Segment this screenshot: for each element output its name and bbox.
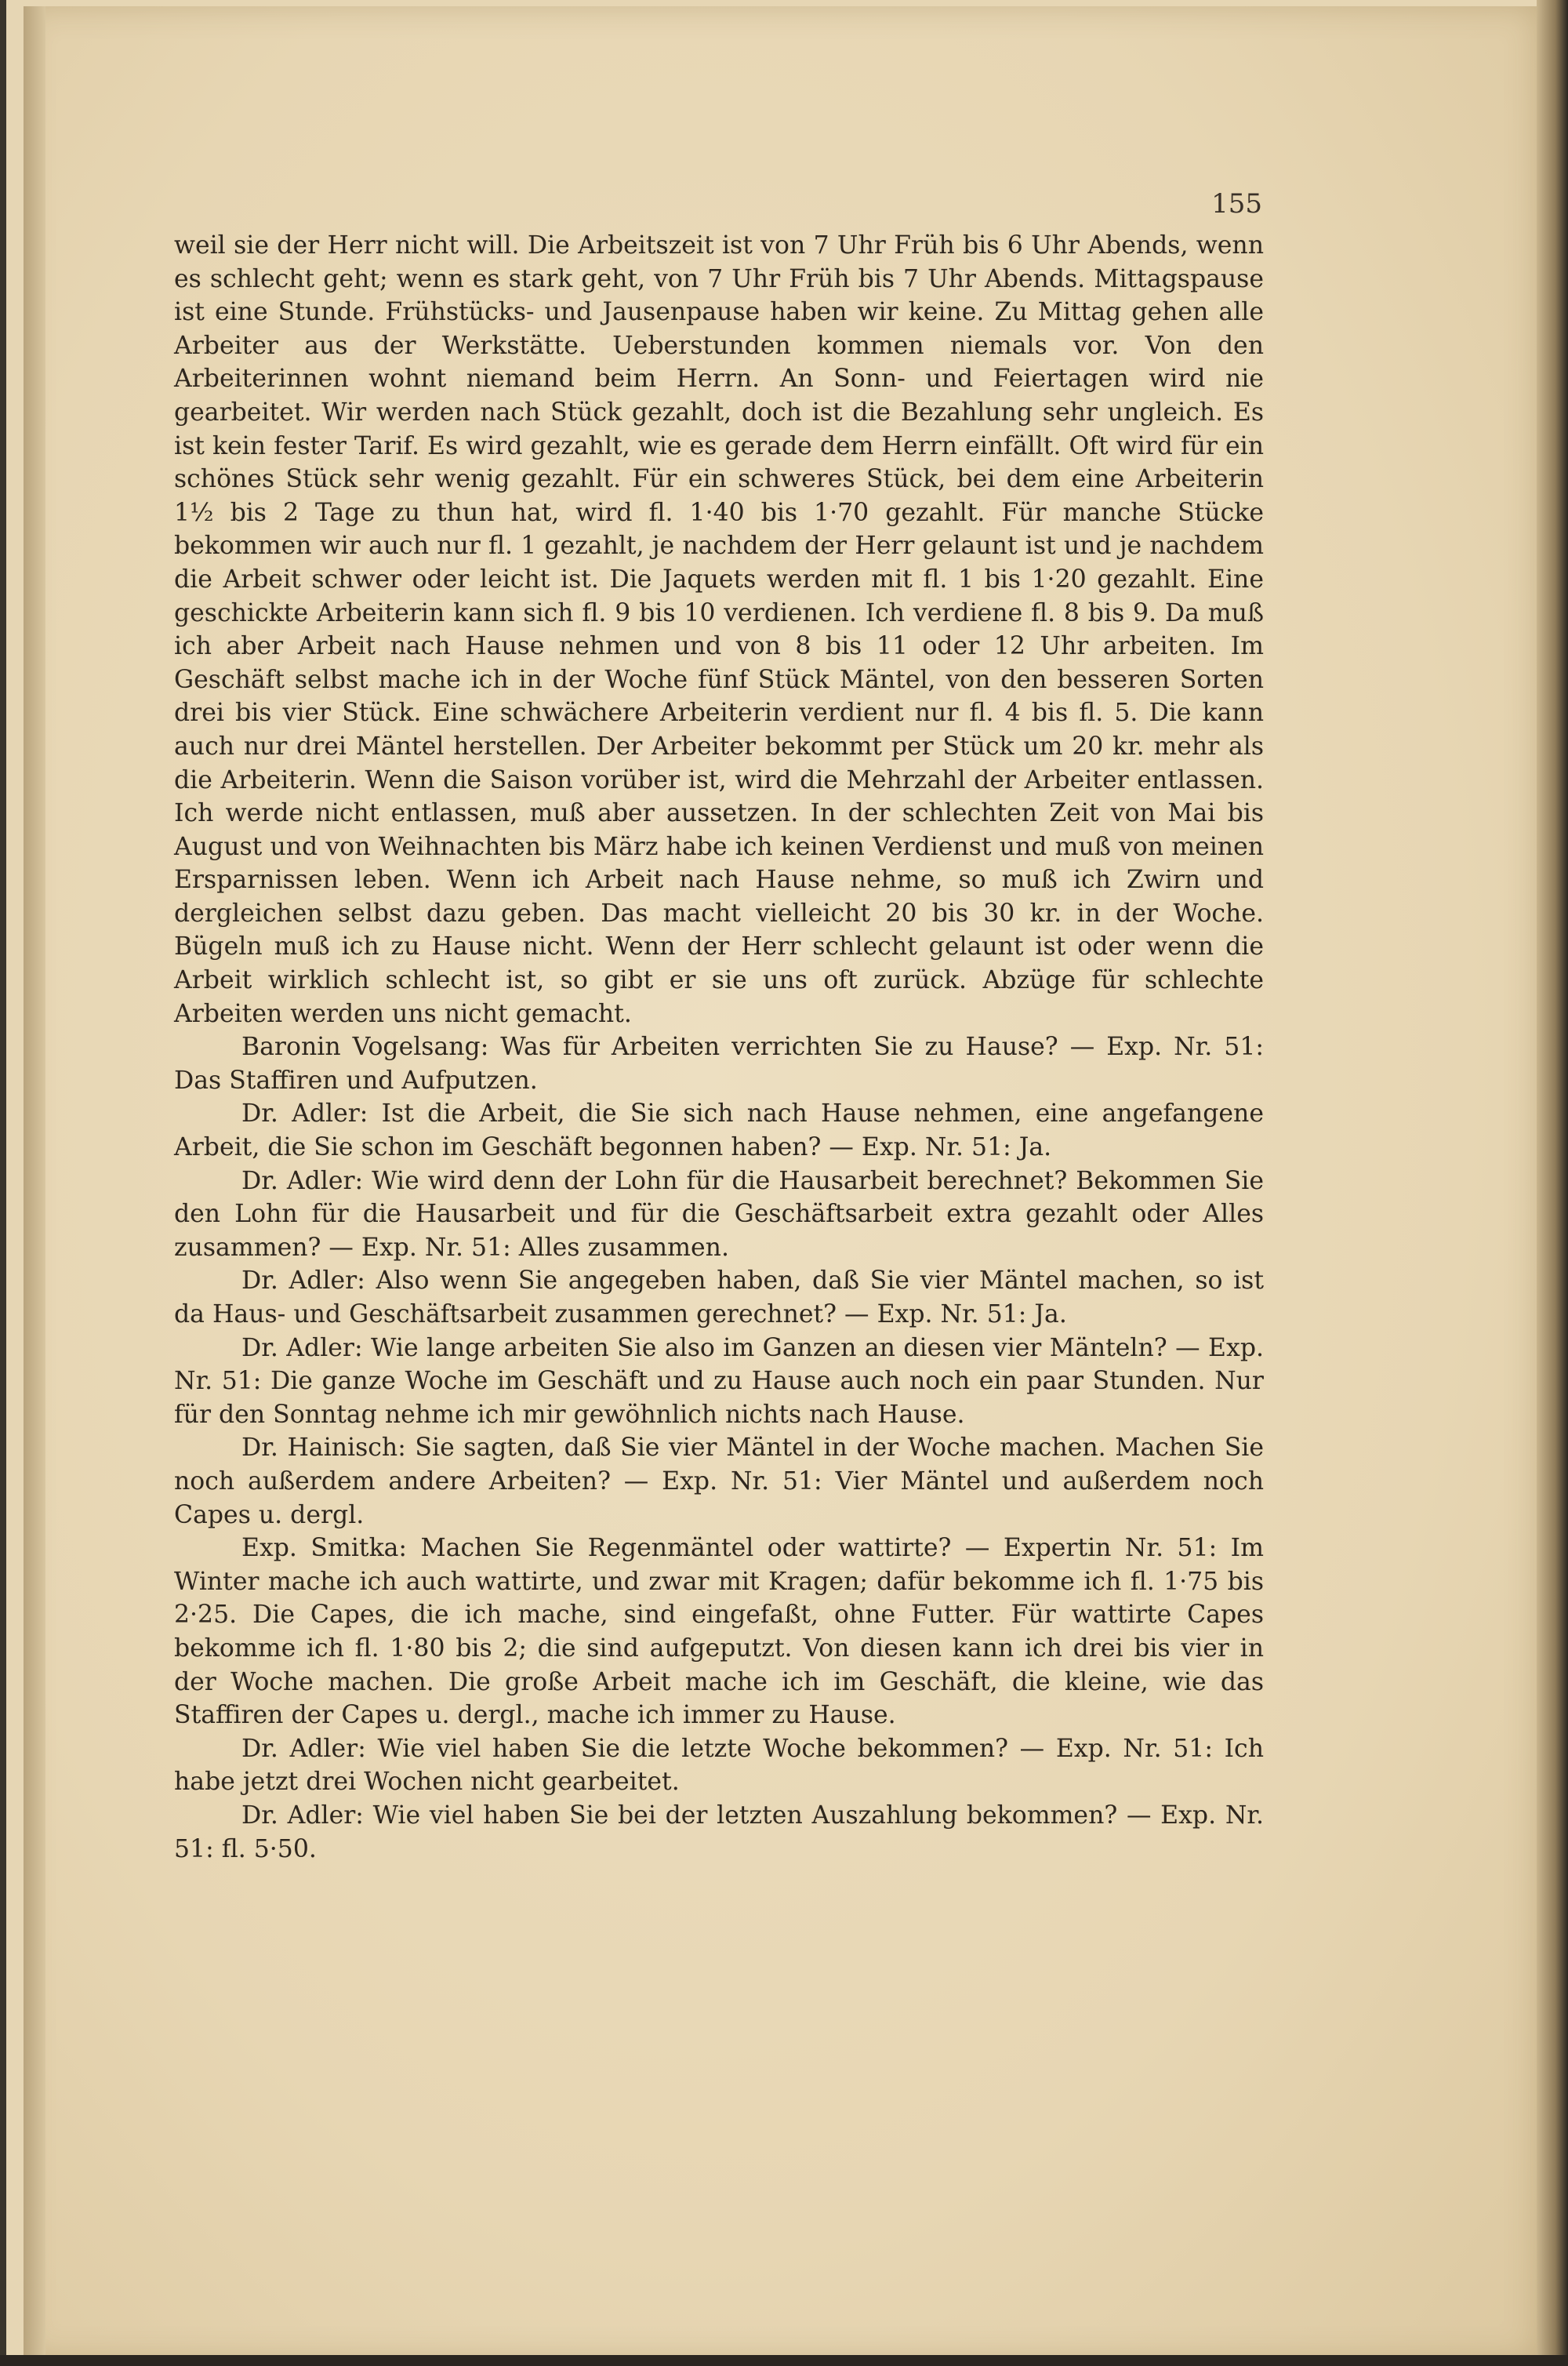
paragraph-question: Baronin Vogelsang: Was für Arbeiten verrichten Sie zu Hause? — Exp. Nr. 51: Das Staffiren und Aufputzen. <box>174 1033 1264 1095</box>
paragraph-testimony: weil sie der Herr nicht will. Die Arbeitszeit ist von 7 Uhr Früh bis 6 Uhr Abends, wenn es schlecht geht; wenn es stark geht, von 7 Uhr Früh bis 7 Uhr Abends. Mittagspause ist eine Stunde. Frühstücks- und Jausenpause haben wir keine. Zu Mittag gehen alle Arbeiter aus der Werkstätte. Ueberstunden kommen niemals vor. Von den Arbeiterinnen wohnt niemand beim Herrn. An Sonn- und Feiertagen wird nie gearbeitet. Wir werden nach Stück gezahlt, doch ist die Bezahlung sehr ungleich. Es ist kein fester Tarif. Es wird gezahlt, wie es gerade dem Herrn einfällt. Oft wird für ein schönes Stück sehr wenig gezahlt. Für ein schweres Stück, bei dem eine Arbeiterin 1½ bis 2 Tage zu thun hat, wird fl. 1·40 bis 1·70 gezahlt. Für manche Stücke bekommen wir auch nur fl. 1 gezahlt, je nachdem der Herr gelaunt ist und je nachdem die Arbeit schwer oder leicht ist. Die Jaquets werden mit fl. 1 bis 1·20 gezahlt. Eine geschickte Arbeiterin kann sich fl. 9 bis 10 verdienen. Ich verdiene fl. 8 bis 9. Da muß ich aber Arbeit nach Hause nehmen und von 8 bis 11 oder 12 Uhr arbeiten. Im Geschäft selbst mache ich in der Woche fünf Stück Mäntel, von den besseren Sorten drei bis vier Stück. Eine schwächere Arbeiterin verdient nur fl. 4 bis fl. 5. Die kann auch nur drei Mäntel herstellen. Der Arbeiter bekommt per Stück um 20 kr. mehr als die Arbeiterin. Wenn die Saison vorüber ist, wird die Mehrzahl der Arbeiter entlassen. Ich werde nicht entlassen, muß aber aussetzen. In der schlechten Zeit von Mai bis August und von Weihnachten bis März habe ich keinen Verdienst und muß von meinen Ersparnissen leben. Wenn ich Arbeit nach Hause nehme, so muß ich Zwirn und dergleichen selbst dazu geben. Das macht vielleicht 20 bis 30 kr. in der Woche. Bügeln muß ich zu Hause nicht. Wenn der Herr schlecht gelaunt ist oder wenn die Arbeit wirklich schlecht ist, so gibt er sie uns oft zurück. Abzüge für schlechte Arbeiten werden uns nicht gemacht. <box>174 231 1264 1028</box>
body-text <box>174 229 1264 1866</box>
paragraph-question: Dr. Adler: Also wenn Sie angegeben haben, daß Sie vier Mäntel machen, so ist da Haus- und Geschäftsarbeit zusammen gerechnet? — Exp. Nr. 51: Ja. <box>174 1267 1264 1328</box>
book-gutter <box>24 6 45 2359</box>
paragraph-question: Dr. Hainisch: Sie sagten, daß Sie vier Mäntel in der Woche machen. Machen Sie noch außerdem andere Arbeiten? — Exp. Nr. 51: Vier Mäntel und außerdem noch Capes u. dergl. <box>174 1434 1264 1529</box>
paragraph-question: Dr. Adler: Ist die Arbeit, die Sie sich nach Hause nehmen, eine angefangene Arbeit, die Sie schon im Geschäft begonnen haben? — Exp. Nr. 51: Ja. <box>174 1099 1264 1162</box>
paragraph-question: Dr. Adler: Wie viel haben Sie die letzte Woche bekommen? — Exp. Nr. 51: Ich habe jetzt drei Wochen nicht gearbeitet. <box>174 1734 1264 1797</box>
page-number: 155 <box>1211 188 1262 220</box>
paragraph-question: Exp. Smitka: Machen Sie Regenmäntel oder wattirte? — Expertin Nr. 51: Im Winter mache ich auch wattirte, und zwar mit Kragen; dafür bekomme ich fl. 1·75 bis 2·25. Die Capes, die ich mache, sind eingefaßt, ohne Futter. Für wattirte Capes bekomme ich fl. 1·80 bis 2; die sind aufgeputzt. Von diesen kann ich drei bis vier in der Woche machen. Die große Arbeit mache ich im Geschäft, die kleine, wie das Staffiren der Capes u. dergl., mache ich immer zu Hause. <box>174 1534 1264 1730</box>
paragraph-question: Dr. Adler: Wie viel haben Sie bei der letzten Auszahlung bekommen? — Exp. Nr. 51: fl. 5·50. <box>174 1801 1264 1863</box>
paragraph-question: Dr. Adler: Wie lange arbeiten Sie also im Ganzen an diesen vier Mänteln? — Exp. Nr. 51: Die ganze Woche im Geschäft und zu Hause auch noch ein paar Stunden. Nur für den Sonntag nehme ich mir gewöhnlich nichts nach Hause. <box>174 1333 1264 1429</box>
paragraph-question: Dr. Adler: Wie wird denn der Lohn für die Hausarbeit berechnet? Bekommen Sie den Lohn für die Hausarbeit und für die Geschäftsarbeit extra gezahlt oder Alles zusammen? — Exp. Nr. 51: Alles zusammen. <box>174 1166 1264 1262</box>
scan-border <box>0 2355 1568 2366</box>
page-edge <box>1537 0 1568 2366</box>
